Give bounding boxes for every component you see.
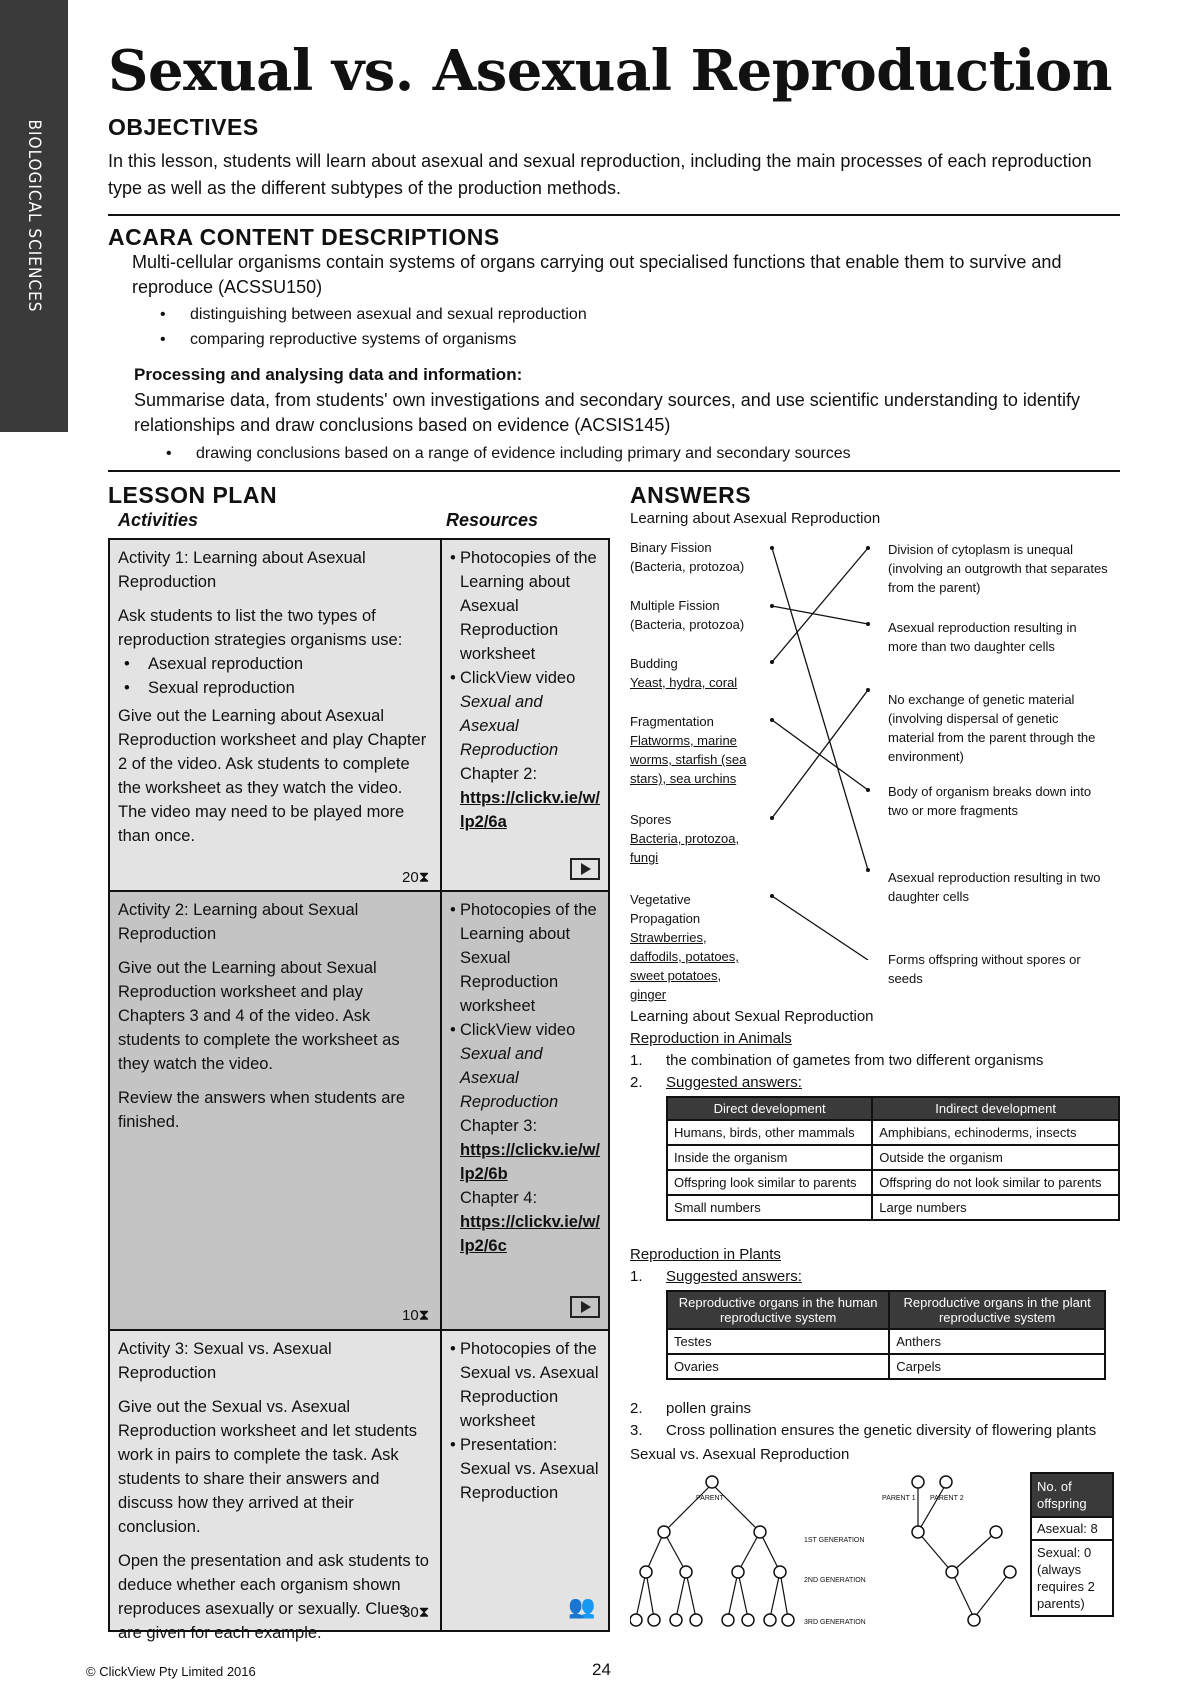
resource-item: • Presentation: Sexual vs. Asexual Reproduction	[450, 1433, 600, 1505]
asexual-answers-heading: Learning about Asexual Reproduction	[630, 510, 881, 527]
activity-2-cell	[110, 892, 442, 1329]
col-activities: Activities	[118, 510, 199, 530]
organs-table	[666, 1290, 1106, 1380]
match-left-item: Multiple Fission (Bacteria, protozoa)	[630, 598, 745, 632]
resource-item: • ClickView video Sexual and Asexual Reproduction	[450, 666, 600, 762]
table-row: Inside the organism Outside the organism	[667, 1145, 1119, 1170]
resource-item: • Photocopies of the Learning about Sexual Reproduction worksheet	[450, 898, 600, 1018]
activity-intro: Ask students to list the two types of reproduction strategies organisms use:	[118, 607, 403, 649]
table-row: Humans, birds, other mammals Amphibians, echinoderms, insects	[667, 1120, 1119, 1145]
table-row: Asexual: 8	[1032, 1516, 1112, 1539]
activity-title: Activity 1: Learning about Asexual Reproduction	[118, 549, 366, 591]
list-item: • Sexual reproduction	[148, 676, 432, 700]
acara-para1: Multi-cellular organisms contain systems of organs carrying out specialised functions that enable them to survive and reproduce (ACSSU150)	[132, 252, 1062, 297]
resource-item: • ClickView video Sexual and Asexual Reproduction	[450, 1018, 600, 1114]
group-work-icon: 👥	[568, 1594, 596, 1619]
objectives-text: In this lesson, students will learn about asexual and sexual reproduction, including the main processes of each reproduction type as well as the different subtypes of the production methods.	[108, 151, 1092, 198]
plants-heading: Reproduction in Plants	[630, 1246, 781, 1263]
sidebar-label: BIOLOGICAL SCIENCES	[24, 119, 44, 313]
table-row: Sexual: 0 (always requires 2 parents)	[1032, 1539, 1112, 1615]
timer: 30⧗	[402, 1604, 430, 1621]
answer-number: 1.	[630, 1268, 643, 1285]
table-row: Small numbers Large numbers	[667, 1195, 1119, 1220]
offspring-table	[1030, 1472, 1114, 1617]
answer-text: Suggested answers:	[666, 1268, 802, 1285]
development-table	[666, 1096, 1120, 1221]
match-left-item: Fragmentation Flatworms, marine worms, starfish (sea stars), sea urchins	[630, 714, 747, 786]
match-right-item: Division of cytoplasm is unequal (involving an outgrowth that separates from the parent)	[888, 542, 1108, 595]
table-row: Offspring look similar to parents Offspring do not look similar to parents	[667, 1170, 1119, 1195]
chapter-label: Chapter 4:	[460, 1189, 538, 1207]
table-header: Indirect development	[872, 1097, 1119, 1120]
acara-bullet: • drawing conclusions based on a range of evidence including primary and secondary sources	[166, 445, 851, 462]
activity-1-cell	[110, 540, 442, 890]
acara-sub-heading: Processing and analysing data and information:	[134, 365, 523, 384]
answer-text: Cross pollination ensures the genetic diversity of flowering plants	[666, 1422, 1097, 1439]
svsa-heading: Sexual vs. Asexual Reproduction	[630, 1446, 850, 1463]
acara-para2: Summarise data, from students' own investigations and secondary sources, and use scientific understanding to identify relationships and draw conclusions based on evidence (ACSIS145)	[134, 390, 1080, 435]
match-left-item: Budding Yeast, hydra, coral	[630, 656, 738, 690]
answer-number: 2.	[630, 1400, 643, 1417]
match-right-item: Asexual reproduction resulting in more than two daughter cells	[888, 620, 1077, 654]
diagram-label: PARENT	[696, 1495, 724, 1502]
resource-item: • Photocopies of the Learning about Asexual Reproduction worksheet	[450, 546, 600, 666]
divider	[108, 470, 1120, 472]
table-header: No. of offspring	[1032, 1474, 1112, 1516]
acara-bullet: • comparing reproductive systems of organisms	[160, 331, 517, 348]
video-icon	[570, 1296, 600, 1318]
video-icon	[570, 858, 600, 880]
activity-body: Review the answers when students are finished.	[118, 1089, 406, 1131]
activity-2-resources	[442, 892, 608, 1329]
activity-3-resources	[442, 1331, 608, 1630]
timer: 20⧗	[402, 869, 430, 886]
hourglass-icon: ⧗	[418, 869, 430, 886]
activity-3-cell	[110, 1331, 442, 1642]
match-left-item: Vegetative Propagation Strawberries, daffodils, potatoes, sweet potatoes, ginger	[630, 892, 739, 1002]
match-right-item: Asexual reproduction resulting in two daughter cells	[888, 870, 1101, 904]
list-item: • Asexual reproduction	[148, 652, 432, 676]
activity-body: Give out the Sexual vs. Asexual Reproduction worksheet and let students work in pairs to complete the task. Ask students to share their answers and discuss how they arrived at their conclusion.	[118, 1398, 418, 1536]
sexual-answers-heading: Learning about Sexual Reproduction	[630, 1008, 874, 1025]
resource-item: • Photocopies of the Sexual vs. Asexual Reproduction worksheet	[450, 1337, 600, 1433]
matching-lines	[760, 540, 890, 960]
activity-bullets	[118, 652, 432, 700]
lesson-plan-heading: LESSON PLAN	[108, 482, 278, 508]
match-right-item: Body of organism breaks down into two or more fragments	[888, 784, 1092, 818]
table-row: Ovaries Carpels	[667, 1354, 1105, 1379]
activity-title: Activity 2: Learning about Sexual Reproduction	[118, 901, 359, 943]
divider	[108, 214, 1120, 216]
table-header: Reproductive organs in the human reproductive system	[667, 1291, 889, 1329]
answer-text: the combination of gametes from two different organisms	[666, 1052, 1044, 1069]
diagram-label: PARENT 1	[882, 1495, 916, 1502]
activity-title: Activity 3: Sexual vs. Asexual Reproduction	[118, 1340, 332, 1382]
diagram-label: PARENT 2	[930, 1495, 964, 1502]
hourglass-icon: ⧗	[418, 1604, 430, 1621]
match-left-item: Spores Bacteria, protozoa, fungi	[630, 812, 740, 865]
timer: 10⧗	[402, 1307, 430, 1324]
animals-heading: Reproduction in Animals	[630, 1030, 792, 1047]
page-title: Sexual vs. Asexual Reproduction	[108, 38, 1112, 104]
table-header: Reproductive organs in the plant reproductive system	[889, 1291, 1105, 1329]
diagram-label: 3RD GENERATION	[804, 1619, 866, 1626]
diagram-label: 1ST GENERATION	[804, 1537, 865, 1544]
video-link[interactable]: https://clickv.ie/w/lp2/6c	[460, 1213, 600, 1255]
reproduction-diagram	[630, 1470, 1020, 1636]
match-right-item: Forms offspring without spores or seeds	[888, 952, 1081, 986]
match-left-item: Binary Fission (Bacteria, protozoa)	[630, 540, 745, 574]
answer-number: 1.	[630, 1052, 643, 1069]
copyright: © ClickView Pty Limited 2016	[86, 1664, 256, 1679]
objectives-heading: OBJECTIVES	[108, 114, 259, 140]
side-tab	[0, 0, 68, 432]
lesson-plan-table	[108, 538, 610, 1642]
answer-text: Suggested answers:	[666, 1074, 802, 1091]
col-resources: Resources	[446, 510, 539, 530]
table-row: Testes Anthers	[667, 1329, 1105, 1354]
video-link[interactable]: https://clickv.ie/w/lp2/6b	[460, 1141, 600, 1183]
page-number: 24	[592, 1660, 611, 1679]
answer-number: 3.	[630, 1422, 643, 1439]
answer-number: 2.	[630, 1074, 643, 1091]
activity-1-resources	[442, 540, 608, 890]
chapter-label: Chapter 3:	[460, 1117, 538, 1135]
chapter-label: Chapter 2:	[460, 765, 538, 783]
activity-body: Give out the Learning about Asexual Reproduction worksheet and play Chapter 2 of the video. Ask students to complete the worksheet as they watch the video. The video may need to be played more than once.	[118, 707, 427, 845]
diagram-label: 2ND GENERATION	[804, 1577, 866, 1584]
match-right-item: No exchange of genetic material (involving dispersal of genetic material from the parent through the environment)	[888, 692, 1096, 764]
activity-body: Open the presentation and ask students to deduce whether each organism shown reproduces asexually or sexually. Clues are given for each example.	[118, 1552, 429, 1642]
answer-text: pollen grains	[666, 1400, 752, 1417]
acara-heading: ACARA CONTENT DESCRIPTIONS	[108, 224, 500, 250]
hourglass-icon: ⧗	[418, 1307, 430, 1324]
acara-bullet: • distinguishing between asexual and sexual reproduction	[160, 306, 587, 323]
table-header: Direct development	[667, 1097, 872, 1120]
answers-heading: ANSWERS	[630, 482, 752, 508]
video-link[interactable]: https://clickv.ie/w/lp2/6a	[460, 789, 600, 831]
activity-body: Give out the Learning about Sexual Reproduction worksheet and play Chapters 3 and 4 of the video. Ask students to complete the worksheet as they watch the video.	[118, 959, 400, 1073]
